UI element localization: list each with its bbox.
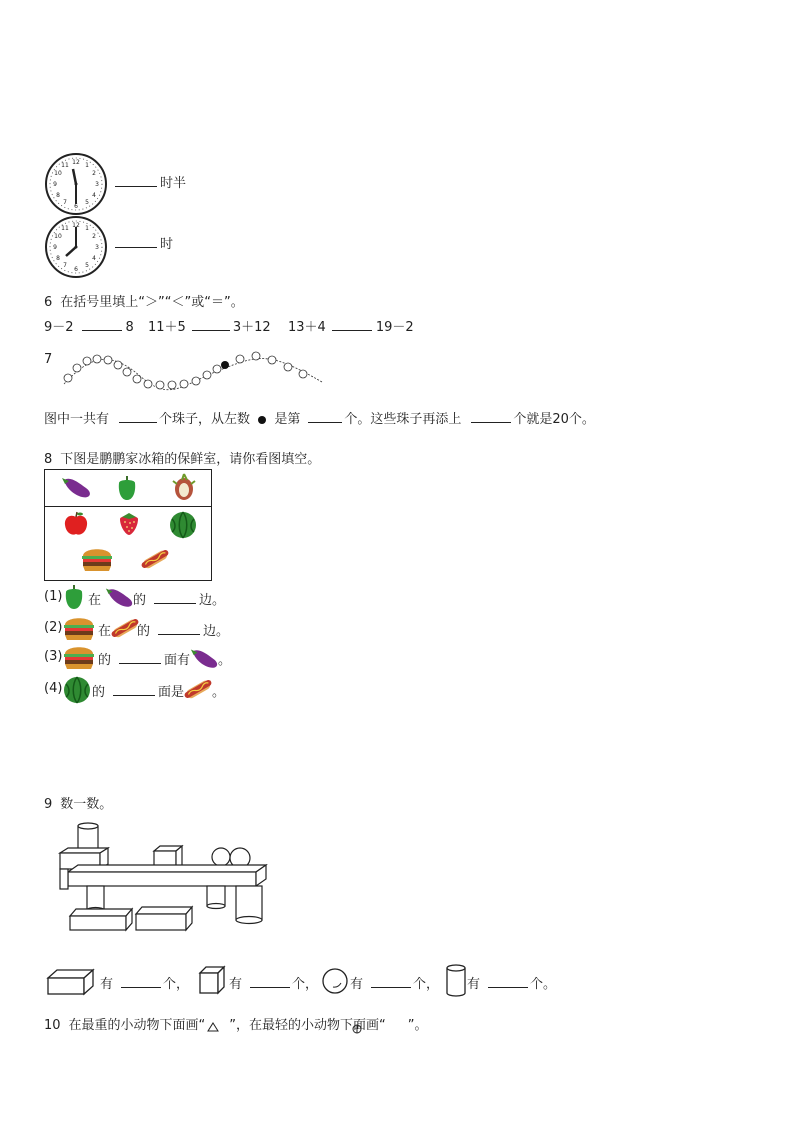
eggplant-icon <box>189 645 221 671</box>
hotdog-icon <box>110 615 140 641</box>
watermelon-icon <box>168 509 198 539</box>
svg-text:3: 3 <box>95 181 99 188</box>
hotdog-icon <box>140 546 170 572</box>
svg-text:5: 5 <box>85 262 89 269</box>
burger-icon <box>81 545 113 573</box>
pepper-icon <box>116 474 138 502</box>
cuboid-icon <box>46 968 96 996</box>
q6-item-1: 9－2 8 <box>44 320 134 335</box>
q6-item-2: 11＋5 3＋12 <box>148 320 271 335</box>
eggplant-icon <box>60 474 94 500</box>
q9-count-cube: 有 个， <box>229 977 319 992</box>
svg-text:4: 4 <box>92 255 96 262</box>
q9-heading: 9 数一数。 <box>44 797 113 812</box>
clock-on-hour <box>44 215 108 279</box>
svg-text:8: 8 <box>56 255 60 262</box>
svg-text:7: 7 <box>63 262 67 269</box>
burger-icon <box>63 614 95 642</box>
svg-text:7: 7 <box>63 199 67 206</box>
svg-text:6: 6 <box>74 266 78 273</box>
hotdog-icon <box>183 676 213 702</box>
clock-suffix-2: 时 <box>160 237 174 252</box>
svg-text:2: 2 <box>92 233 96 240</box>
burger-icon <box>63 643 95 671</box>
svg-text:12: 12 <box>72 222 80 229</box>
clock-half-past <box>44 152 108 216</box>
svg-text:5: 5 <box>85 199 89 206</box>
cylinder-icon <box>444 964 468 998</box>
apple-icon <box>63 511 89 537</box>
bead-string <box>60 348 325 390</box>
cube-icon <box>198 965 226 995</box>
svg-text:2: 2 <box>92 170 96 177</box>
svg-text:8: 8 <box>56 192 60 199</box>
q10-question: 10 在最重的小动物下面画“ ”，在最轻的小动物下面画“ ”。 <box>44 1018 428 1033</box>
eggplant-icon <box>104 584 136 610</box>
svg-text:9: 9 <box>53 181 57 188</box>
strawberry-icon <box>117 511 141 537</box>
svg-text:1: 1 <box>85 162 89 169</box>
q7-question: 图中一共有 个珠子，从左数 是第 个。这些珠子再添上 个就是20个。 <box>44 412 595 427</box>
q9-count-cylinder: 有 个。 <box>467 977 557 992</box>
svg-text:3: 3 <box>95 244 99 251</box>
dragonfruit-icon <box>172 472 196 502</box>
black-bead-icon <box>258 416 266 424</box>
clock-suffix-1: 时半 <box>160 176 187 191</box>
watermelon-icon <box>62 674 92 704</box>
solid-shapes-figure <box>56 820 271 935</box>
q9-count-cuboid: 有 个， <box>100 977 190 992</box>
q6-item-3: 13＋4 19－2 <box>288 320 414 335</box>
q8-heading: 8 下图是鹏鹏家冰箱的保鲜室，请你看图填空。 <box>44 452 321 467</box>
q7-number: 7 <box>44 352 53 367</box>
sphere-icon <box>321 967 349 995</box>
q9-count-sphere: 有 个， <box>350 977 440 992</box>
svg-text:10: 10 <box>54 170 62 177</box>
svg-text:1: 1 <box>85 225 89 232</box>
q6-heading: 6 在括号里填上“＞”“＜”或“＝”。 <box>44 295 244 310</box>
svg-text:10: 10 <box>54 233 62 240</box>
svg-text:12: 12 <box>72 159 80 166</box>
pepper-icon <box>63 583 85 611</box>
svg-text:4: 4 <box>92 192 96 199</box>
svg-text:11: 11 <box>61 225 69 232</box>
svg-text:11: 11 <box>61 162 69 169</box>
svg-text:6: 6 <box>74 203 78 210</box>
svg-text:9: 9 <box>53 244 57 251</box>
